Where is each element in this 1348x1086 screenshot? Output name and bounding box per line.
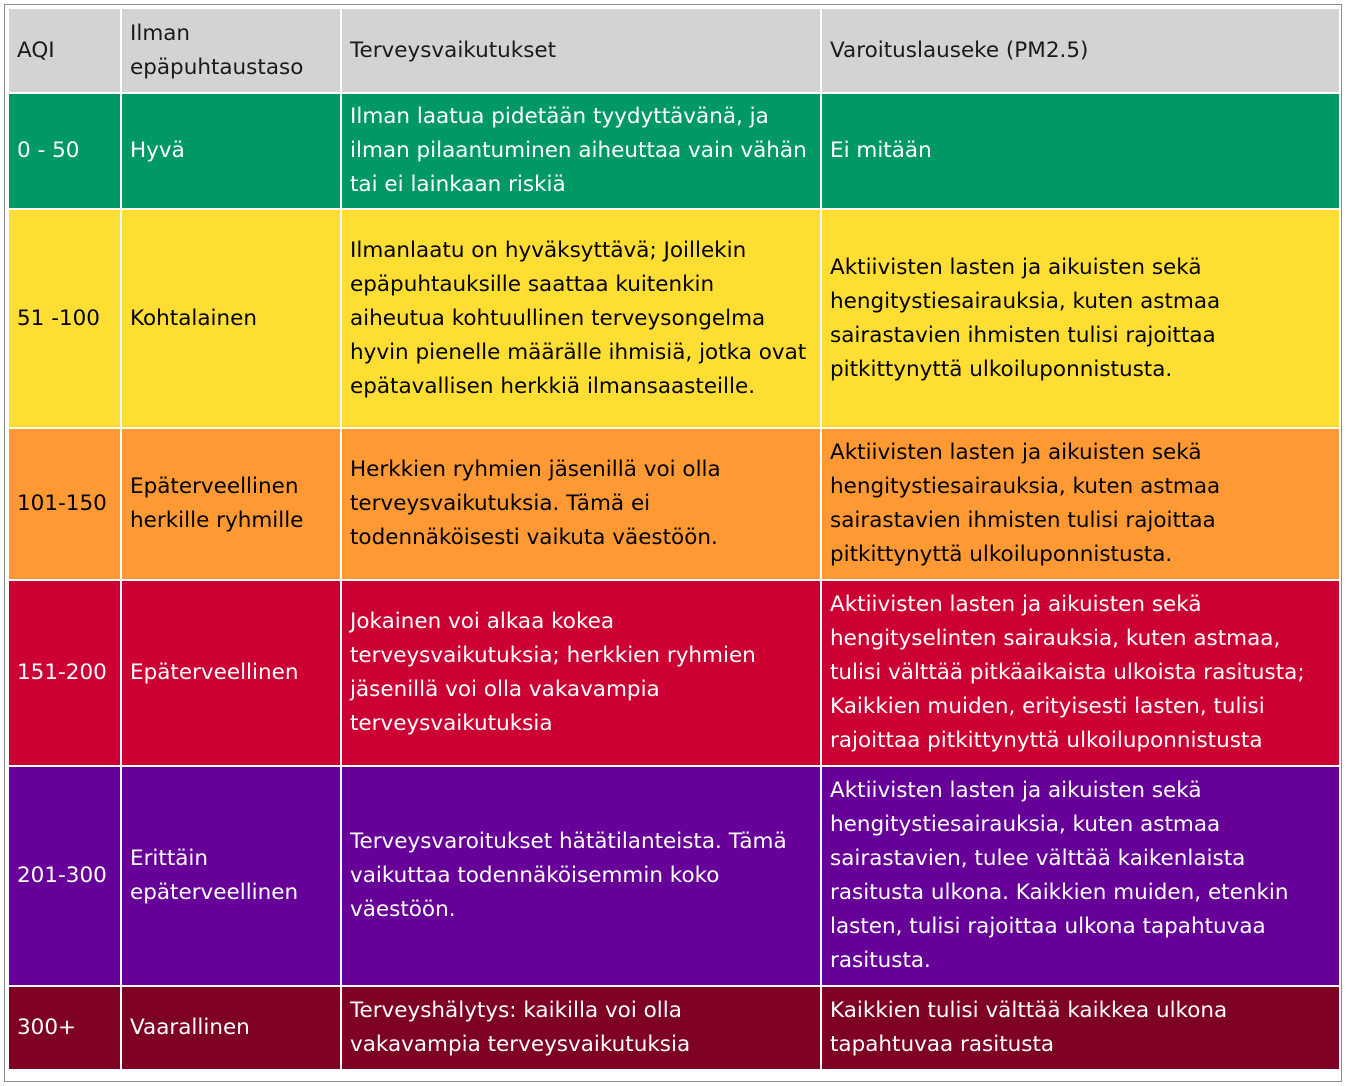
- cell-aqi: 101-150: [9, 429, 120, 579]
- header-warning: Varoituslauseke (PM2.5): [822, 9, 1339, 92]
- table-row: [9, 987, 1339, 1069]
- cell-warning: Ei mitään: [822, 94, 1339, 208]
- cell-warning: Kaikkien tulisi välttää kaikkea ulkona tapahtuvaa rasitusta: [822, 987, 1339, 1069]
- cell-level: Vaarallinen: [122, 987, 340, 1069]
- cell-health: Herkkien ryhmien jäsenillä voi olla terveysvaikutuksia. Tämä ei todennäköisesti vaikuta väestöön.: [342, 429, 820, 579]
- cell-aqi: 151-200: [9, 581, 120, 765]
- table-row: [9, 581, 1339, 765]
- table-row: [9, 429, 1339, 579]
- cell-aqi: 51 -100: [9, 210, 120, 427]
- cell-level: Epäterveellinen herkille ryhmille: [122, 429, 340, 579]
- header-level: Ilman epäpuhtaustaso: [122, 9, 340, 92]
- table-row: [9, 210, 1339, 427]
- cell-health: Ilman laatua pidetään tyydyttävänä, ja ilman pilaantuminen aiheuttaa vain vähän tai ei lainkaan riskiä: [342, 94, 820, 208]
- header-health: Terveysvaikutukset: [342, 9, 820, 92]
- aqi-table: [7, 7, 1341, 1071]
- aqi-table-frame: [4, 4, 1342, 1082]
- cell-aqi: 0 - 50: [9, 94, 120, 208]
- header-aqi: AQI: [9, 9, 120, 92]
- cell-health: Jokainen voi alkaa kokea terveysvaikutuksia; herkkien ryhmien jäsenillä voi olla vakavampia terveysvaikutuksia: [342, 581, 820, 765]
- cell-warning: Aktiivisten lasten ja aikuisten sekä hengitystiesairauksia, kuten astmaa sairastavien ihmisten tulisi rajoittaa pitkittynyttä ulkoiluponnistusta.: [822, 210, 1339, 427]
- cell-aqi: 201-300: [9, 767, 120, 985]
- cell-aqi: 300+: [9, 987, 120, 1069]
- cell-warning: Aktiivisten lasten ja aikuisten sekä hengitystiesairauksia, kuten astmaa sairastavien ihmisten tulisi rajoittaa pitkittynyttä ulkoiluponnistusta.: [822, 429, 1339, 579]
- cell-health: Ilmanlaatu on hyväksyttävä; Joillekin epäpuhtauksille saattaa kuitenkin aiheutua kohtuullinen terveysongelma hyvin pienelle määrälle ihmisiä, jotka ovat epätavallisen herkkiä ilmansaasteille.: [342, 210, 820, 427]
- cell-warning: Aktiivisten lasten ja aikuisten sekä hengitystiesairauksia, kuten astmaa sairastavien, tulee välttää kaikenlaista rasitusta ulkona. Kaikkien muiden, etenkin lasten, tulisi rajoittaa ulkona tapahtuvaa rasitusta.: [822, 767, 1339, 985]
- cell-health: Terveyshälytys: kaikilla voi olla vakavampia terveysvaikutuksia: [342, 987, 820, 1069]
- table-row: [9, 767, 1339, 985]
- cell-health: Terveysvaroitukset hätätilanteista. Tämä vaikuttaa todennäköisemmin koko väestöön.: [342, 767, 820, 985]
- header-row: [9, 9, 1339, 92]
- cell-level: Hyvä: [122, 94, 340, 208]
- cell-level: Epäterveellinen: [122, 581, 340, 765]
- cell-level: Kohtalainen: [122, 210, 340, 427]
- cell-warning: Aktiivisten lasten ja aikuisten sekä hengityselinten sairauksia, kuten astmaa, tulisi välttää pitkäaikaista ulkoista rasitusta; Kaikkien muiden, erityisesti lasten, tulisi rajoittaa pitkittynyttä ulkoiluponnistusta: [822, 581, 1339, 765]
- table-row: [9, 94, 1339, 208]
- cell-level: Erittäin epäterveellinen: [122, 767, 340, 985]
